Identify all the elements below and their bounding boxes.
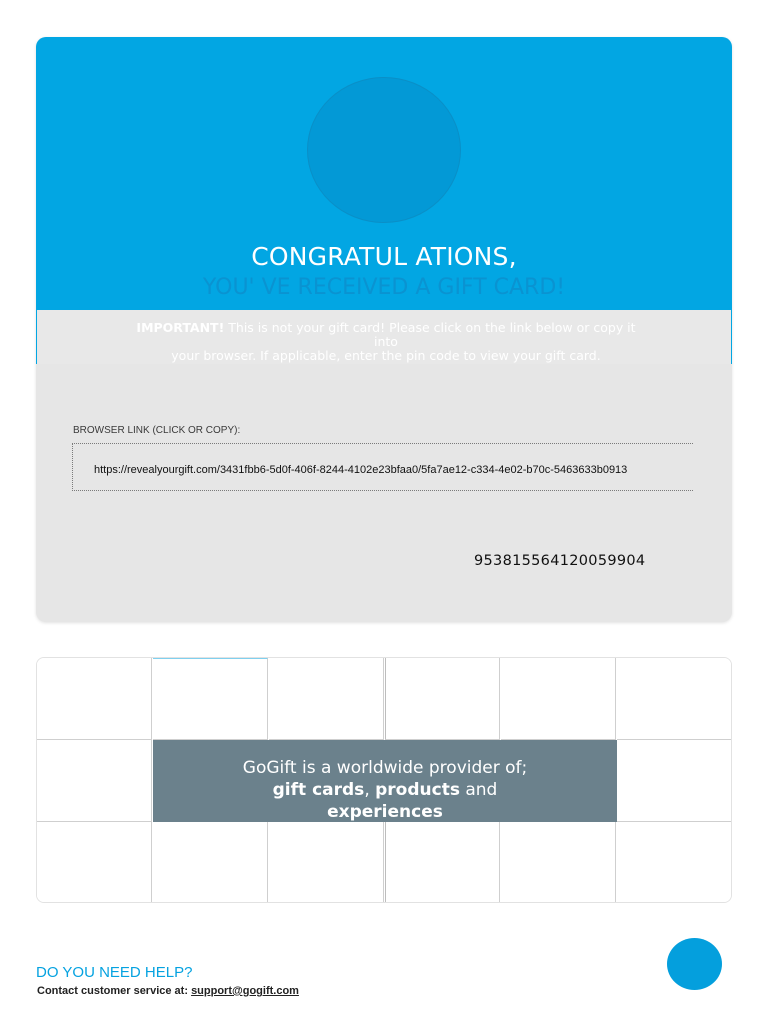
promo-banner: [153, 740, 617, 822]
notice-line1: This is not your gift card! Please click on the link below or copy it into: [224, 320, 636, 349]
product-tile: [385, 822, 500, 903]
product-tile: [153, 822, 268, 903]
pin-code: 953815564120059904: [474, 553, 646, 569]
promo-text-line2: [153, 780, 617, 800]
product-tile: [37, 658, 152, 740]
gift-card-panel: [36, 37, 732, 622]
promo-and: and: [459, 780, 498, 800]
notice-line2: your browser. If applicable, enter the pin code to view your gift card.: [171, 348, 601, 363]
product-tile: [269, 822, 384, 903]
browser-link-label: BROWSER LINK (CLICK OR COPY):: [73, 425, 241, 436]
product-tile: [153, 658, 268, 740]
product-tile: [269, 658, 384, 740]
promo-text-line1: GoGift is a worldwide provider of;: [242, 758, 528, 778]
support-email-link[interactable]: support@gogift.com: [191, 985, 299, 997]
important-notice: [126, 321, 646, 363]
product-tile: [617, 658, 732, 740]
help-logo-circle: [667, 938, 722, 990]
help-contact-label: Contact customer service at:: [37, 985, 192, 997]
hero-title: CONGRATUL ATIONS,: [251, 242, 517, 271]
product-tile: [385, 658, 500, 740]
product-tile: [617, 822, 732, 903]
promo-products: products: [375, 780, 460, 800]
product-tile: [37, 740, 152, 822]
promo-gift-cards: gift cards: [272, 780, 365, 800]
browser-link-box[interactable]: [72, 443, 693, 491]
help-text: [37, 985, 299, 997]
logo-circle: [307, 77, 461, 223]
product-tile: [501, 822, 616, 903]
browser-link[interactable]: https://revealyourgift.com/3431fbb6-5d0f-406f-8244-4102e23bfaa0/5fa7ae12-c334-4e02-b70c-5463633b0913: [94, 464, 628, 476]
promo-experiences: experiences: [327, 802, 443, 822]
product-tile: [617, 740, 732, 822]
product-tile: [37, 822, 152, 903]
important-label: IMPORTANT!: [136, 320, 225, 335]
help-title: DO YOU NEED HELP?: [36, 964, 193, 981]
promo-comma: ,: [364, 780, 376, 800]
product-tiles-grid: [36, 657, 732, 903]
hero-banner: [36, 37, 732, 310]
hero-subtitle: YOU' VE RECEIVED A GIFT CARD!: [202, 275, 566, 300]
product-tile: [501, 658, 616, 740]
